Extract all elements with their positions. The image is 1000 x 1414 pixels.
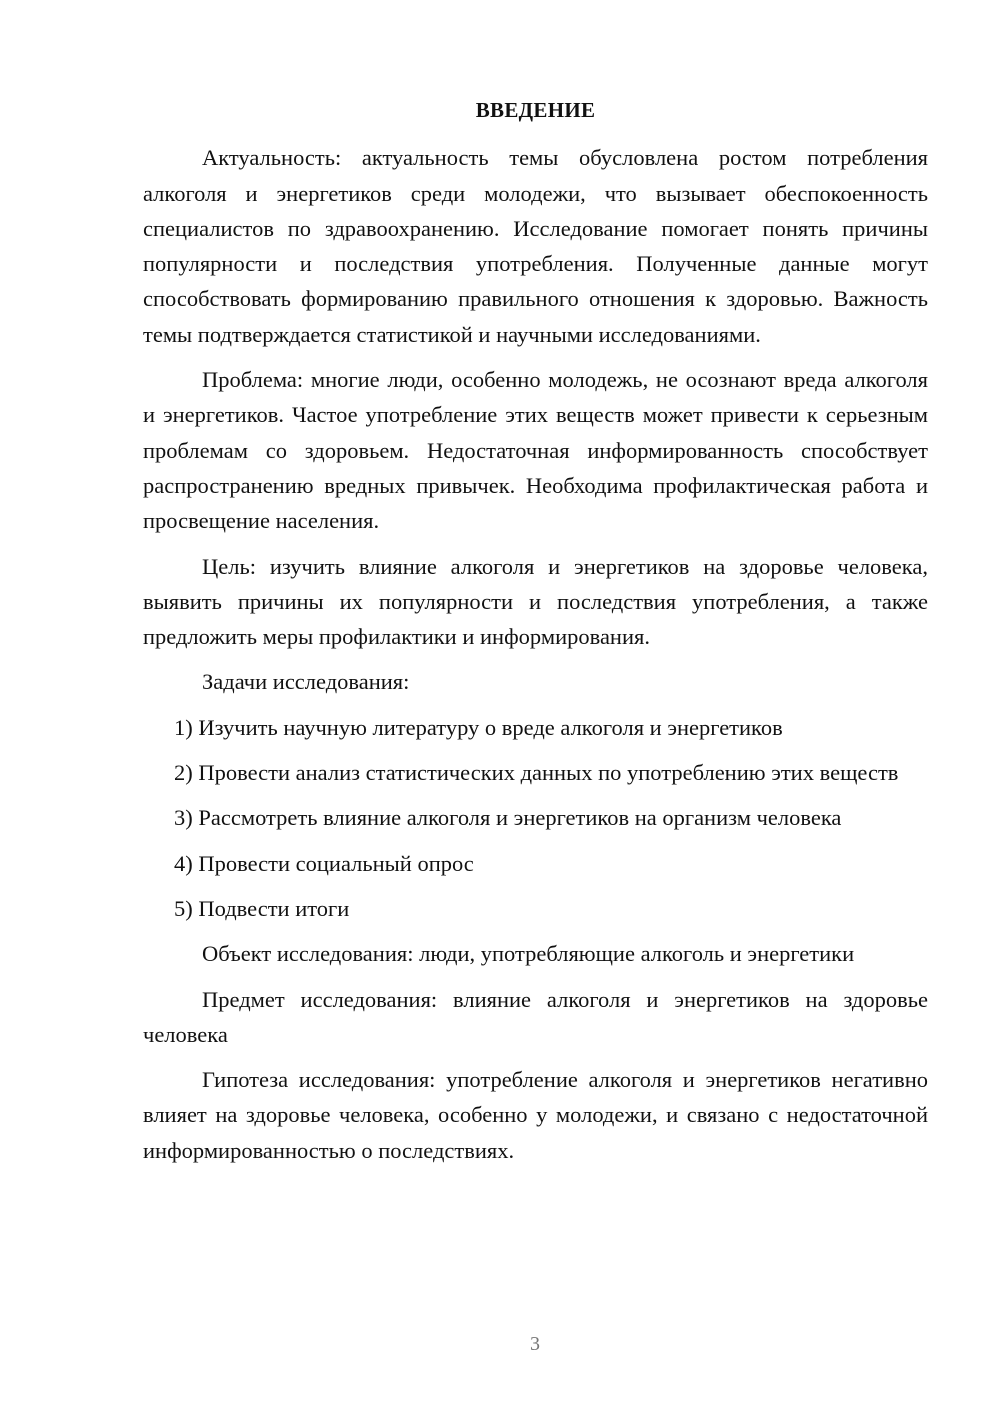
task-item-4: 4) Провести социальный опрос	[174, 850, 474, 876]
section-heading: ВВЕДЕНИЕ	[475, 98, 596, 122]
page-content	[143, 93, 928, 1178]
goal-paragraph: Цель: изучить влияние алкоголя и энергетиков на здоровье человека, выявить причины их популярности и последствия употребления, а также предложить меры профилактики и информирования.	[143, 553, 928, 650]
task-item-5: 5) Подвести итоги	[174, 895, 350, 921]
problem-paragraph: Проблема: многие люди, особенно молодежь, не осознают вреда алкоголя и энергетиков. Частое употребление этих веществ может привести к серьезным проблемам со здоровьем. Недостаточная информированность способствует распространению вредных привычек. Необходима профилактическая работа и просвещение населения.	[143, 367, 928, 534]
subject-paragraph: Предмет исследования: влияние алкоголя и энергетиков на здоровье человека	[143, 986, 928, 1047]
task-item-3: 3) Рассмотреть влияние алкоголя и энергетиков на организм человека	[174, 805, 842, 831]
page-number: 3	[530, 1333, 540, 1355]
relevance-paragraph: Актуальность: актуальность темы обусловлена ростом потребления алкоголя и энергетиков среди молодежи, что вызывает обеспокоенность специалистов по здравоохранению. Исследование помогает понять причины популярности и последствия употребления. Полученные данные могут способствовать формированию правильного отношения к здоровью. Важность темы подтверждается статистикой и научными исследованиями.	[143, 145, 928, 347]
hypothesis-paragraph: Гипотеза исследования: употребление алкоголя и энергетиков негативно влияет на здоровье человека, особенно у молодежи, и связано с недостаточной информированностью о последствиях.	[143, 1067, 928, 1163]
task-item-1: 1) Изучить научную литературу о вреде алкоголя и энергетиков	[174, 714, 783, 740]
object-paragraph: Объект исследования: люди, употребляющие алкоголь и энергетики	[202, 941, 855, 967]
task-item-2: 2) Провести анализ статистических данных по употреблению этих веществ	[174, 760, 899, 786]
tasks-title: Задачи исследования:	[202, 669, 410, 695]
